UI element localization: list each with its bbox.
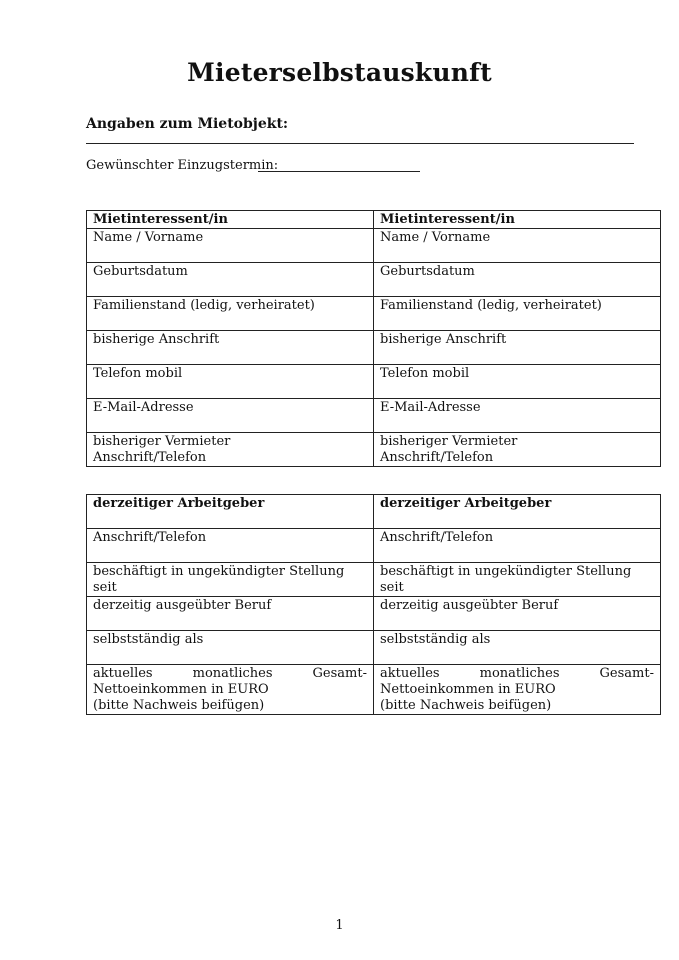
page-number: 1 <box>335 918 344 933</box>
table-row <box>87 631 661 665</box>
table-header-row <box>87 211 661 229</box>
net-income-label-line <box>93 666 367 682</box>
marital-status-field-applicant-2[interactable]: Familienstand (ledig, verheiratet) <box>374 297 661 331</box>
net-income-word: aktuelles <box>380 666 440 681</box>
net-income-word: Gesamt- <box>312 666 367 681</box>
table-row <box>87 563 661 597</box>
name-field-applicant-1[interactable]: Name / Vorname <box>87 229 374 263</box>
table-header-row <box>87 495 661 529</box>
self-employed-field-applicant-1[interactable]: selbstständig als <box>87 631 374 665</box>
applicant-2-header: Mietinteressent/in <box>374 211 661 229</box>
net-income-note: (bitte Nachweis beifügen) <box>380 698 552 713</box>
table-row <box>87 229 661 263</box>
employer-address-field-applicant-2[interactable]: Anschrift/Telefon <box>374 529 661 563</box>
employer-address-field-applicant-1[interactable]: Anschrift/Telefon <box>87 529 374 563</box>
table-row <box>87 399 661 433</box>
net-income-label: Nettoeinkommen in EURO <box>93 682 269 697</box>
name-field-applicant-2[interactable]: Name / Vorname <box>374 229 661 263</box>
employment-since-field-applicant-1[interactable]: beschäftigt in ungekündigter Stellung seit <box>87 563 374 597</box>
page-title: Mieterselbstauskunft <box>187 58 492 87</box>
employer-table <box>86 494 661 715</box>
employer-header-applicant-1[interactable]: derzeitiger Arbeitgeber <box>87 495 374 529</box>
marital-status-field-applicant-1[interactable]: Familienstand (ledig, verheiratet) <box>87 297 374 331</box>
net-income-note: (bitte Nachweis beifügen) <box>93 698 265 713</box>
net-income-word: aktuelles <box>93 666 153 681</box>
birthdate-field-applicant-1[interactable]: Geburtsdatum <box>87 263 374 297</box>
email-field-applicant-2[interactable]: E-Mail-Adresse <box>374 399 661 433</box>
table-row <box>87 433 661 467</box>
mobile-phone-field-applicant-1[interactable]: Telefon mobil <box>87 365 374 399</box>
table-row <box>87 665 661 715</box>
table-row <box>87 529 661 563</box>
move-in-date-field[interactable] <box>258 171 420 172</box>
profession-field-applicant-2[interactable]: derzeitig ausgeübter Beruf <box>374 597 661 631</box>
table-row <box>87 597 661 631</box>
self-employed-field-applicant-2[interactable]: selbstständig als <box>374 631 661 665</box>
profession-field-applicant-1[interactable]: derzeitig ausgeübter Beruf <box>87 597 374 631</box>
birthdate-field-applicant-2[interactable]: Geburtsdatum <box>374 263 661 297</box>
move-in-date-label: Gewünschter Einzugstermin: <box>86 158 279 173</box>
applicant-1-header: Mietinteressent/in <box>87 211 374 229</box>
rental-object-heading: Angaben zum Mietobjekt: <box>86 116 289 132</box>
previous-landlord-field-applicant-1[interactable] <box>87 433 374 467</box>
previous-address-field-applicant-2[interactable]: bisherige Anschrift <box>374 331 661 365</box>
email-field-applicant-1[interactable]: E-Mail-Adresse <box>87 399 374 433</box>
table-row <box>87 263 661 297</box>
previous-landlord-label: bisheriger Vermieter <box>380 434 518 449</box>
previous-landlord-label: bisheriger Vermieter <box>93 434 231 449</box>
rental-object-line[interactable] <box>86 143 634 144</box>
previous-landlord-contact-label: Anschrift/Telefon <box>93 450 207 465</box>
table-row <box>87 365 661 399</box>
mobile-phone-field-applicant-2[interactable]: Telefon mobil <box>374 365 661 399</box>
employment-since-field-applicant-2[interactable]: beschäftigt in ungekündigter Stellung seit <box>374 563 661 597</box>
net-income-field-applicant-2[interactable] <box>374 665 661 715</box>
previous-landlord-field-applicant-2[interactable] <box>374 433 661 467</box>
previous-landlord-contact-label: Anschrift/Telefon <box>380 450 494 465</box>
table-row <box>87 331 661 365</box>
net-income-label-line <box>380 666 654 682</box>
employer-header-applicant-2[interactable]: derzeitiger Arbeitgeber <box>374 495 661 529</box>
net-income-word: monatliches <box>479 666 560 681</box>
table-row <box>87 297 661 331</box>
applicants-table <box>86 210 661 467</box>
net-income-label: Nettoeinkommen in EURO <box>380 682 556 697</box>
net-income-word: Gesamt- <box>599 666 654 681</box>
net-income-field-applicant-1[interactable] <box>87 665 374 715</box>
previous-address-field-applicant-1[interactable]: bisherige Anschrift <box>87 331 374 365</box>
net-income-word: monatliches <box>192 666 273 681</box>
